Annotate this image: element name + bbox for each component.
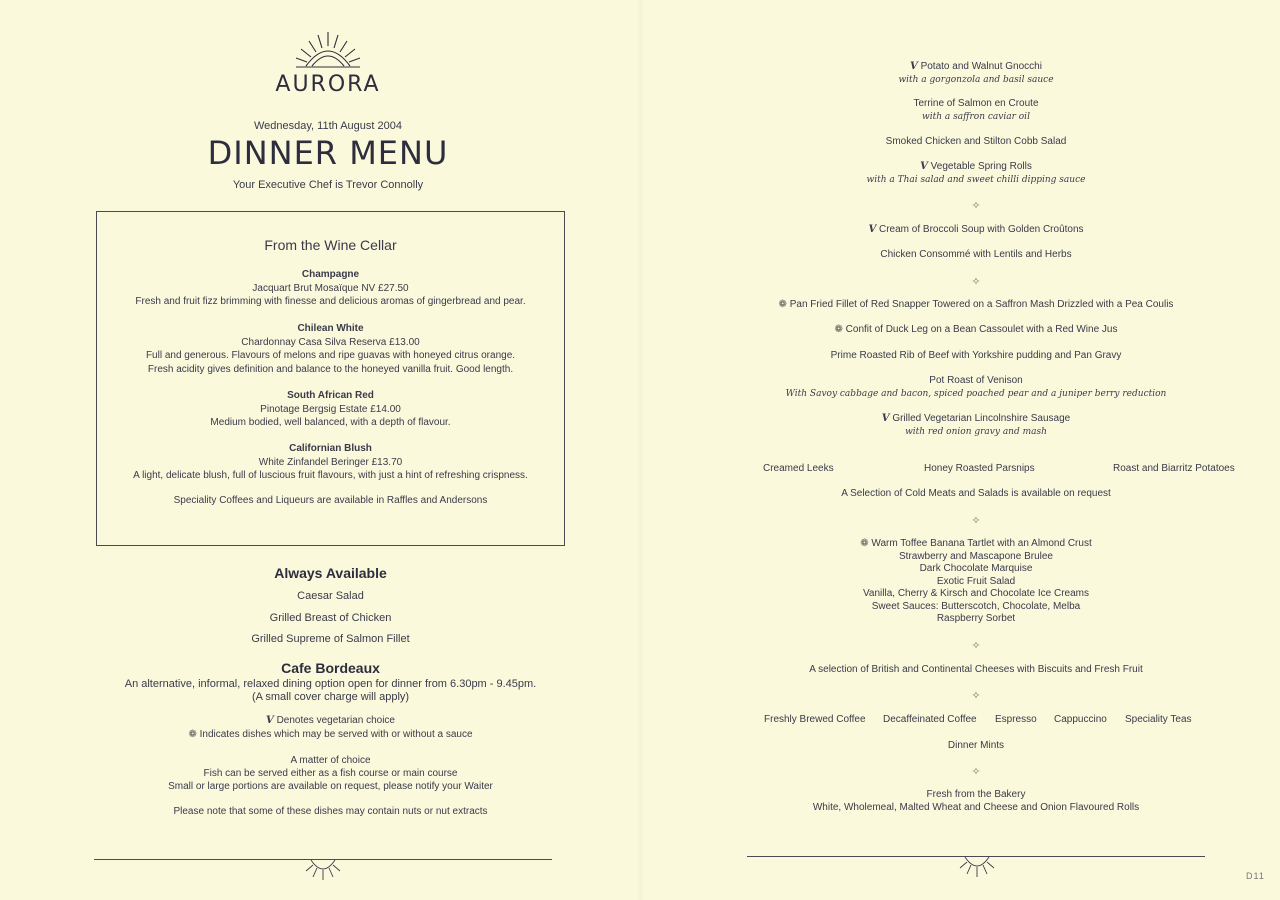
wine-name-price: Chardonnay Casa Silva Reserva £13.00 xyxy=(241,336,420,348)
dessert-item: Sweet Sauces: Butterscotch, Chocolate, Melba xyxy=(871,600,1081,612)
flower-icon: ❁ xyxy=(860,538,869,549)
wine-notes: Fresh acidity gives definition and balance to the honeyed vanilla fruit. Good length. xyxy=(147,363,514,375)
dish-name: Prime Roasted Rib of Beef with Yorkshire pudding and Pan Gravy xyxy=(830,350,1122,361)
wine-name-price: White Zinfandel Beringer £13.70 xyxy=(258,456,403,468)
dessert-item: Warm Toffee Banana Tartlet with an Almond Crust xyxy=(871,538,1092,549)
vegetable-item: Creamed Leeks xyxy=(763,463,834,474)
legend-text: Denotes vegetarian choice xyxy=(276,715,395,726)
wine-notes: A light, delicate blush, full of luscious fruit flavours, with just a hint of refreshing crispness. xyxy=(133,470,528,481)
menu-item xyxy=(640,350,1280,363)
dish-name: Chicken Consommé with Lentils and Herbs xyxy=(880,249,1072,260)
menu-item xyxy=(640,98,1280,123)
divider-icon: ✧ xyxy=(971,640,981,652)
wine-item xyxy=(97,322,564,376)
wine-item xyxy=(97,389,564,430)
flower-icon: ❁ xyxy=(188,729,197,740)
cafe-bordeaux-heading: Cafe Bordeaux xyxy=(281,660,380,676)
wine-notes: Full and generous. Flavours of melons and ripe guavas with honeyed citrus orange. xyxy=(145,350,516,361)
choice-line: Small or large portions are available on request, please notify your Waiter xyxy=(168,781,493,792)
wine-name-price: Pinotage Bergsig Estate £14.00 xyxy=(260,403,401,415)
drink-item: Freshly Brewed Coffee xyxy=(764,714,866,725)
flower-icon: ❁ xyxy=(834,324,843,335)
divider-icon: ✧ xyxy=(971,690,981,702)
vegetarian-icon: V xyxy=(920,161,928,172)
menu-item xyxy=(640,61,1280,86)
page-number: D11 xyxy=(1246,871,1265,881)
dish-name: Terrine of Salmon en Croute xyxy=(913,98,1039,109)
dish-name: Cream of Broccoli Soup with Golden Croûtons xyxy=(879,224,1084,235)
dish-description: with red onion gravy and mash xyxy=(905,426,1047,437)
bakery-text: White, Wholemeal, Malted Wheat and Cheese and Onion Flavoured Rolls xyxy=(812,801,1140,813)
dish-description: With Savoy cabbage and bacon, spiced poached pear and a juniper berry reduction xyxy=(785,388,1167,399)
menu-item xyxy=(640,161,1280,186)
dessert-list xyxy=(640,538,1280,626)
vegetarian-icon: V xyxy=(266,715,274,726)
dish-description: with a gorgonzola and basil sauce xyxy=(898,74,1054,85)
bakery-heading: Fresh from the Bakery xyxy=(926,789,1026,800)
wine-item xyxy=(97,442,564,483)
drink-item: Espresso xyxy=(995,714,1037,725)
divider-icon: ✧ xyxy=(971,276,981,288)
dessert-item: Exotic Fruit Salad xyxy=(936,575,1016,587)
dinner-mints: Dinner Mints xyxy=(947,740,1005,751)
dish-name: Smoked Chicken and Stilton Cobb Salad xyxy=(885,136,1067,147)
menu-item xyxy=(640,136,1280,149)
dish-description: with a Thai salad and sweet chilli dipping sauce xyxy=(866,174,1086,185)
menu-item xyxy=(640,299,1280,312)
menu-item xyxy=(640,249,1280,262)
legend-text: Indicates dishes which may be served with or without a sauce xyxy=(199,729,473,740)
bakery-section xyxy=(640,789,1280,814)
vegetarian-icon: V xyxy=(868,224,877,235)
matter-of-choice xyxy=(96,754,565,793)
cafe-bordeaux-line: An alternative, informal, relaxed dining option open for dinner from 6.30pm - 9.45pm. xyxy=(124,678,537,690)
wine-name-price: Jacquart Brut Mosaïque NV £27.50 xyxy=(252,282,409,294)
choice-heading: A matter of choice xyxy=(290,755,371,766)
menu-item xyxy=(640,324,1280,337)
allergy-note: Please note that some of these dishes may contain nuts or nut extracts xyxy=(173,806,488,817)
wine-category: Chilean White xyxy=(297,323,364,334)
aurora-logo xyxy=(228,30,428,97)
chef-credit: Your Executive Chef is Trevor Connolly xyxy=(232,179,424,191)
dish-name: Pot Roast of Venison xyxy=(929,375,1023,386)
divider-icon: ✧ xyxy=(971,200,981,212)
always-available-heading: Always Available xyxy=(274,565,387,581)
dish-name: Confit of Duck Leg on a Bean Cassoulet with a Red Wine Jus xyxy=(845,324,1118,335)
dessert-item: Strawberry and Mascapone Brulee xyxy=(899,550,1053,562)
legend-vegetarian xyxy=(96,715,565,726)
menu-item xyxy=(640,375,1280,400)
drink-item: Cappuccino xyxy=(1054,714,1107,725)
vegetable-item: Honey Roasted Parsnips xyxy=(924,463,1035,474)
legend-sauce xyxy=(96,729,565,740)
vegetable-item: Roast and Biarritz Potatoes xyxy=(1113,463,1235,474)
sunburst-ornament-icon xyxy=(303,856,343,882)
vegetarian-icon: V xyxy=(881,413,890,424)
cafe-bordeaux-line: (A small cover charge will apply) xyxy=(251,691,410,703)
cold-meats-note: A Selection of Cold Meats and Salads is available on request xyxy=(841,488,1111,499)
sunburst-icon xyxy=(292,30,364,70)
right-page xyxy=(640,0,1280,900)
always-available-item: Grilled Breast of Chicken xyxy=(269,612,392,624)
wine-cellar-title: From the Wine Cellar xyxy=(264,237,397,253)
dessert-item: Raspberry Sorbet xyxy=(936,613,1016,624)
drink-item: Speciality Teas xyxy=(1125,714,1192,725)
always-available-item: Grilled Supreme of Salmon Fillet xyxy=(251,633,410,645)
sunburst-ornament-icon xyxy=(957,853,997,879)
divider-icon: ✧ xyxy=(971,766,981,778)
dessert-item: Dark Chocolate Marquise xyxy=(919,563,1033,574)
page-title: DINNER MENU xyxy=(207,134,449,172)
vegetarian-icon: V xyxy=(910,61,918,72)
wine-category: South African Red xyxy=(287,390,374,401)
wine-cellar-box xyxy=(96,211,565,546)
menu-item xyxy=(640,224,1280,237)
cafe-bordeaux-text xyxy=(96,678,565,704)
wine-category: Californian Blush xyxy=(289,443,372,454)
wine-notes: Medium bodied, well balanced, with a depth of flavour. xyxy=(210,417,451,428)
wine-item xyxy=(97,268,564,309)
divider-icon: ✧ xyxy=(971,515,981,527)
wine-cellar-note: Speciality Coffees and Liqueurs are available in Raffles and Andersons xyxy=(173,495,488,506)
wine-notes: Fresh and fruit fizz brimming with finesse and delicious aromas of gingerbread and pear. xyxy=(135,296,526,307)
dish-name: Potato and Walnut Gnocchi xyxy=(920,61,1042,72)
menu-item xyxy=(640,413,1280,438)
dish-name: Grilled Vegetarian Lincolnshire Sausage xyxy=(892,413,1071,424)
brand-name: AURORA xyxy=(275,72,381,97)
dish-description: with a saffron caviar oil xyxy=(922,111,1030,122)
choice-line: Fish can be served either as a fish course or main course xyxy=(203,768,458,779)
menu-date: Wednesday, 11th August 2004 xyxy=(253,120,402,132)
drink-item: Decaffeinated Coffee xyxy=(883,714,977,725)
dish-name: Pan Fried Fillet of Red Snapper Towered on a Saffron Mash Drizzled with a Pea Coulis xyxy=(789,299,1174,310)
dessert-item: Vanilla, Cherry & Kirsch and Chocolate Ice Creams xyxy=(862,588,1090,599)
wine-category: Champagne xyxy=(301,269,360,280)
flower-icon: ❁ xyxy=(778,299,787,310)
cheese-course: A selection of British and Continental Cheeses with Biscuits and Fresh Fruit xyxy=(809,664,1143,675)
always-available-item: Caesar Salad xyxy=(297,590,364,602)
dish-name: Vegetable Spring Rolls xyxy=(930,161,1032,172)
